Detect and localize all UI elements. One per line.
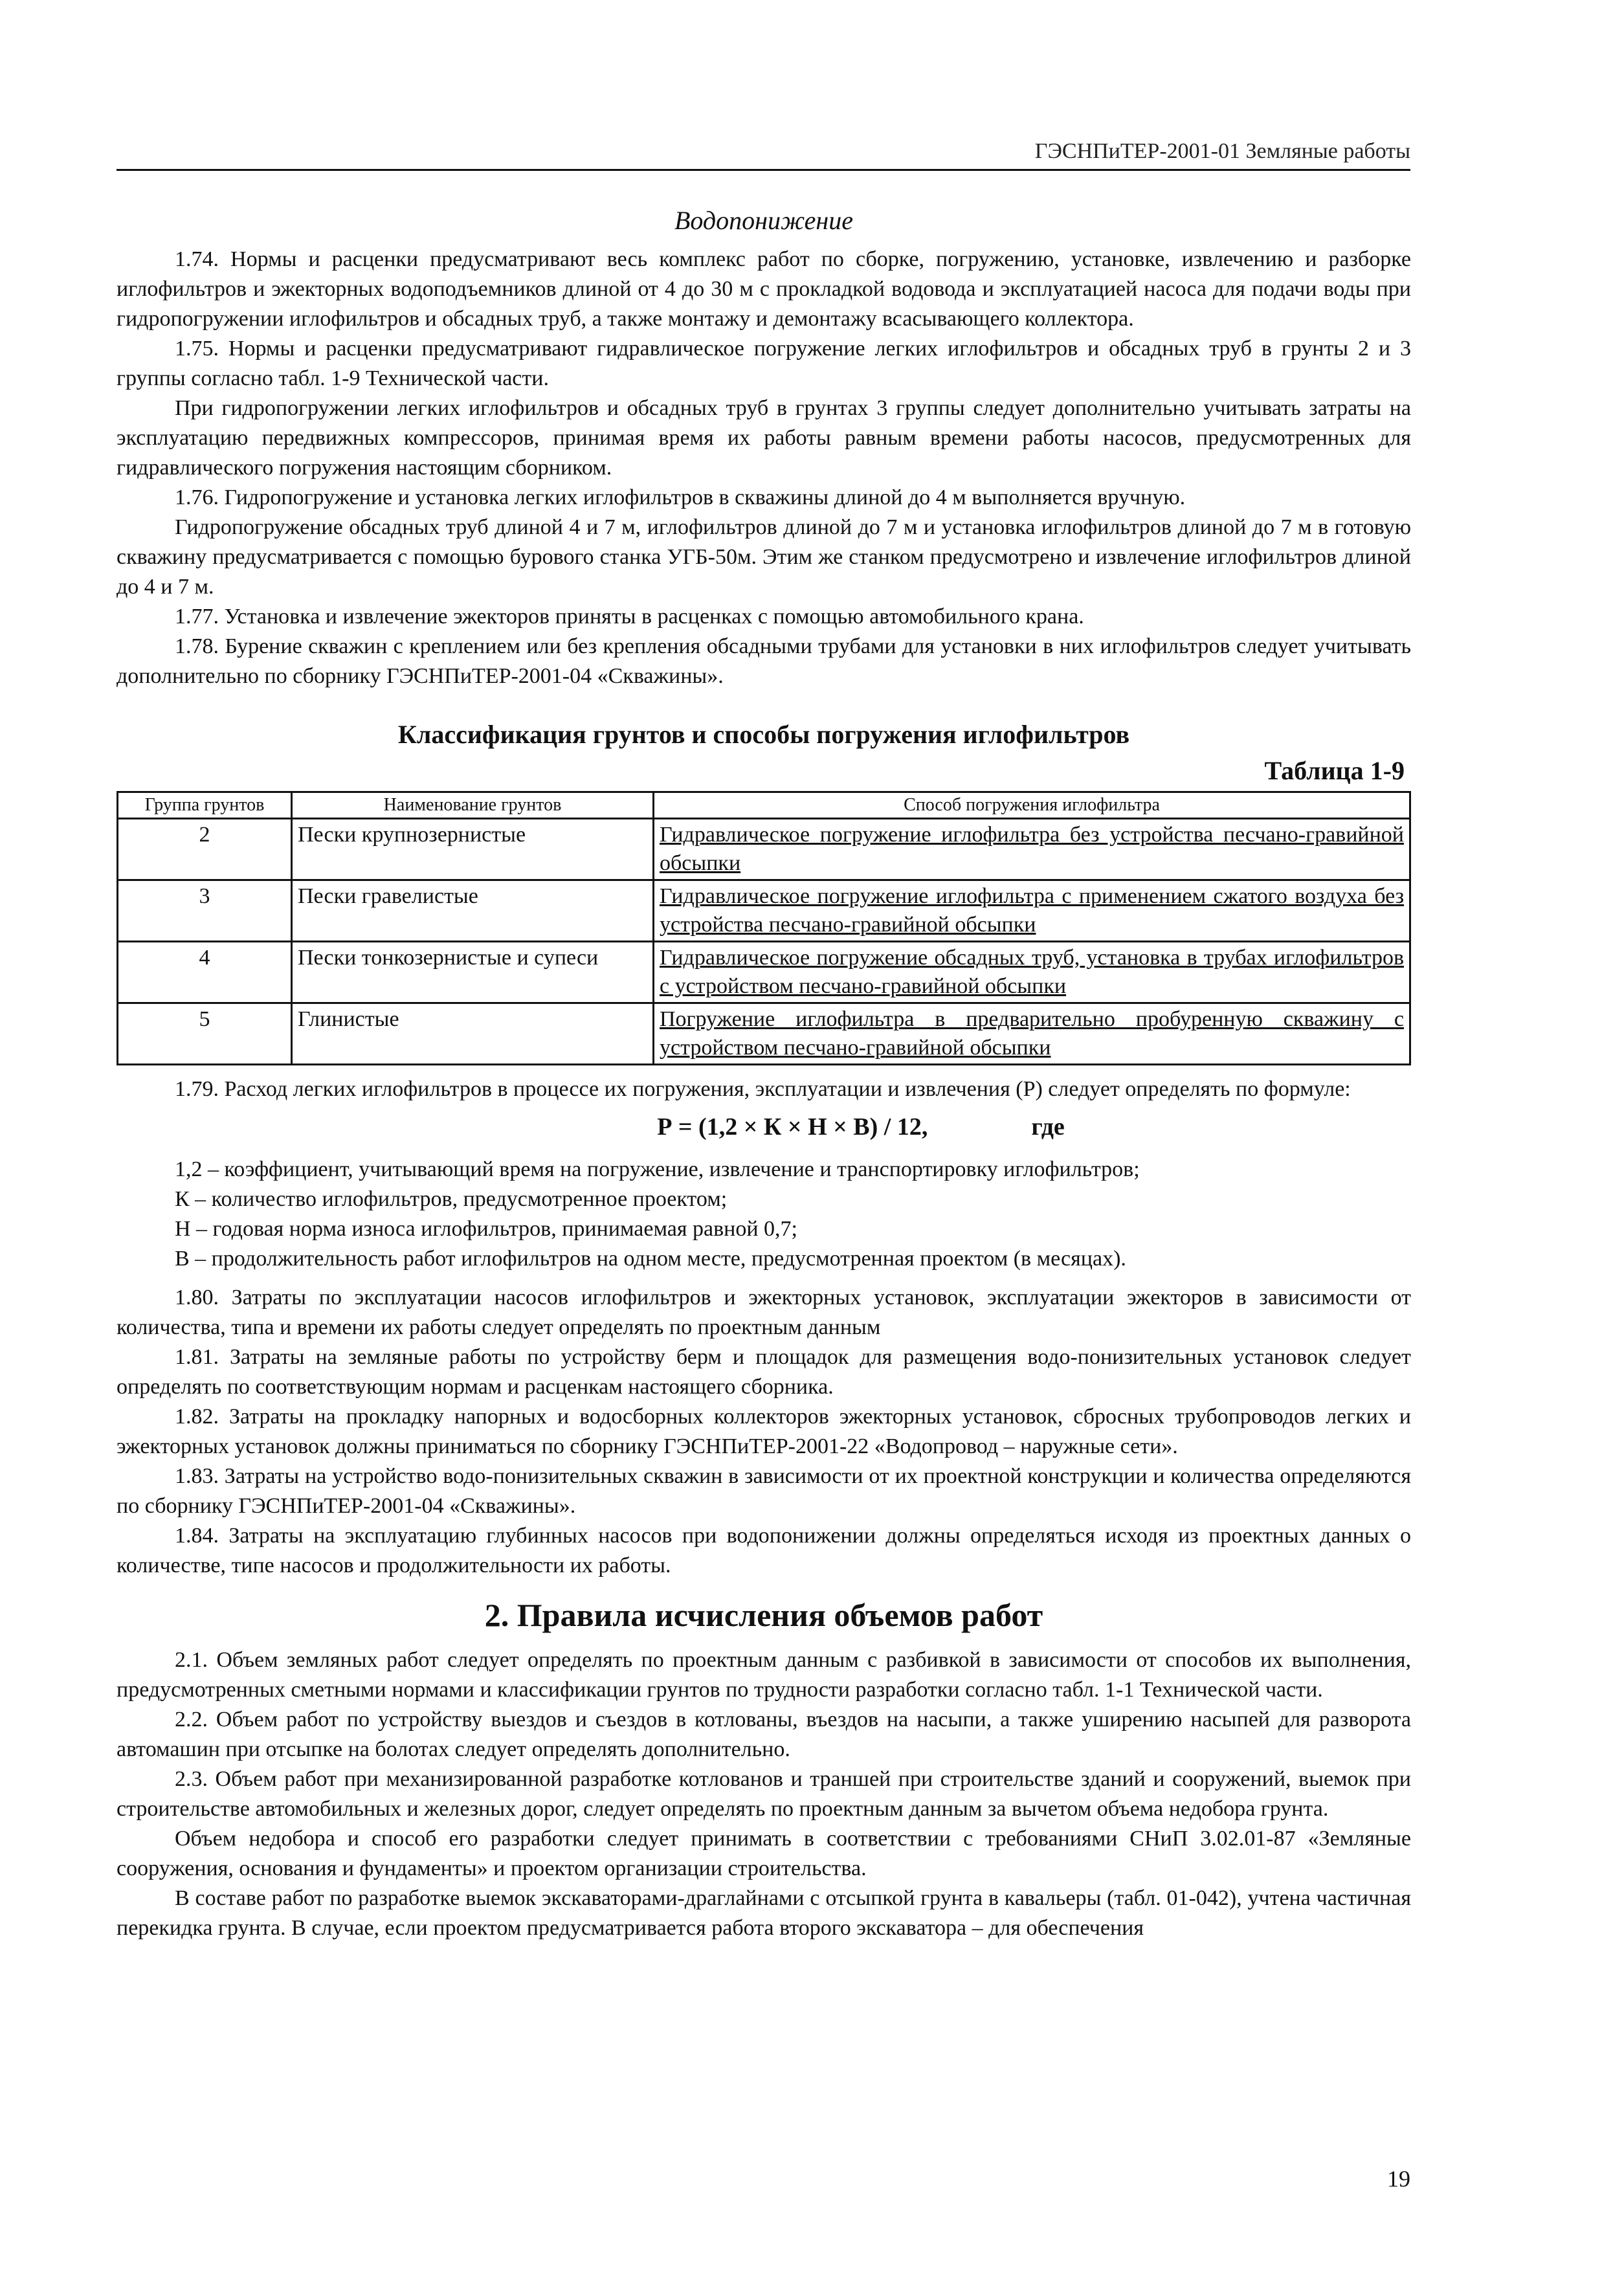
cell-group: 2 — [118, 819, 292, 880]
col-header-method: Способ погружения иглофильтра — [654, 792, 1410, 819]
definition-item: К – количество иглофильтров, предусмотренное проектом; — [175, 1187, 728, 1211]
table-row — [118, 880, 1410, 942]
cell-method-text: Гидравлическое погружение иглофильтра с применением сжатого воздуха без устройства песчано-гравийной обсыпки — [660, 884, 1404, 937]
table-label: Таблица 1-9 — [1264, 756, 1405, 785]
cell-group: 3 — [118, 880, 292, 942]
formula-where: где — [1031, 1113, 1065, 1141]
paragraph-2-1: 2.1. Объем земляных работ следует определять по проектным данным с разбивкой в зависимости от способов их выполнения, предусмотренных сметными нормами и классификации грунтов по трудности разработки согласно табл. 1-1 Технической части. — [117, 1648, 1411, 1702]
table-title: Классификация грунтов и способы погружения иглофильтров — [397, 720, 1130, 749]
section-title-vodoponizhenie: Водопонижение — [674, 206, 853, 235]
section-2-title: 2. Правила исчисления объемов работ — [484, 1597, 1043, 1633]
paragraph-1-77: 1.77. Установка и извлечение эжекторов приняты в расценках с помощью автомобильного крана. — [175, 605, 1084, 629]
paragraph-1-79: 1.79. Расход легких иглофильтров в процессе их погружения, эксплуатации и извлечения (Р) следует определять по формуле: — [175, 1077, 1351, 1101]
cell-method-text: Гидравлическое погружение иглофильтра без устройства песчано-гравийной обсыпки — [660, 823, 1404, 875]
cell-method — [654, 942, 1410, 1003]
formula-expression: Р = (1,2 × К × Н × В) / 12, — [657, 1113, 928, 1141]
formula — [311, 1112, 1411, 1142]
paragraph-1-80: 1.80. Затраты по эксплуатации насосов иглофильтров и эжекторных установок, эксплуатации эжекторов в зависимости от количества, типа и времени их работы следует определять по проектным данным — [117, 1286, 1411, 1339]
document-body — [117, 206, 1411, 1943]
definition-item: В – продолжительность работ иглофильтров на одном месте, предусмотренная проектом (в месяцах). — [175, 1247, 1126, 1271]
soil-classification-table — [117, 791, 1411, 1065]
cell-name: Пески тонкозернистые и супеси — [292, 942, 654, 1003]
cell-name: Пески крупнозернистые — [292, 819, 654, 880]
paragraph-2-3: 2.3. Объем работ при механизированной разработке котлованов и траншей при строительстве зданий и сооружений, выемок при строительстве автомобильных и железных дорог, следует определять по проектным данным за вычетом объема недобора грунта. — [117, 1767, 1411, 1821]
page-header: ГЭСНПиТЕР-2001-01 Земляные работы — [117, 139, 1410, 171]
table-row — [118, 942, 1410, 1003]
cell-method — [654, 880, 1410, 942]
paragraph-1-83: 1.83. Затраты на устройство водо-понизительных скважин в зависимости от их проектной конструкции и количества определяются по сборнику ГЭСНПиТЕР-2001-04 «Скважины». — [117, 1464, 1411, 1518]
paragraph-1-81: 1.81. Затраты на земляные работы по устройству берм и площадок для размещения водо-понизительных установок следует определять по соответствующим нормам и расценкам настоящего сборника. — [117, 1345, 1411, 1399]
paragraph-1-76-cont: Гидропогружение обсадных труб длиной 4 и 7 м, иглофильтров длиной до 7 м и установка иглофильтров длиной до 7 м в готовую скважину предусматривается с помощью бурового станка УГБ-50м. Этим же станком предусмотрено и извлечение иглофильтров длиной до 4 и 7 м. — [117, 515, 1411, 599]
paragraph-1-76: 1.76. Гидропогружение и установка легких иглофильтров в скважины длиной до 4 м выполняется вручную. — [175, 485, 1186, 509]
paragraph-1-75: 1.75. Нормы и расценки предусматривают гидравлическое погружение легких иглофильтров и обсадных труб в грунты 2 и 3 группы согласно табл. 1-9 Технической части. — [117, 337, 1411, 390]
cell-method-text: Гидравлическое погружение обсадных труб, установка в трубах иглофильтров с устройством песчано-гравийной обсыпки — [660, 946, 1404, 998]
col-header-name: Наименование грунтов — [292, 792, 654, 819]
table-row — [118, 1003, 1410, 1065]
cell-group: 4 — [118, 942, 292, 1003]
paragraph-1-78: 1.78. Бурение скважин с креплением или без крепления обсадными трубами для установки в них иглофильтров следует учитывать дополнительно по сборнику ГЭСНПиТЕР-2001-04 «Скважины». — [117, 634, 1411, 688]
table-header-row — [118, 792, 1410, 819]
paragraph-1-74: 1.74. Нормы и расценки предусматривают весь комплекс работ по сборке, погружению, установке, извлечению и разборке иглофильтров и эжекторных водоподъемников длиной от 4 до 30 м с прокладкой водовода и эксплуатацией насоса для подачи воды при гидропогружении иглофильтров и обсадных труб, а также монтажу и демонтажу всасывающего коллектора. — [117, 247, 1411, 331]
paragraph-2-2: 2.2. Объем работ по устройству выездов и съездов в котлованы, въездов на насыпи, а также уширению насыпей для разворота автомашин при отсыпке на болотах следует определять дополнительно. — [117, 1708, 1411, 1761]
cell-group: 5 — [118, 1003, 292, 1065]
definition-item: Н – годовая норма износа иглофильтров, принимаемая равной 0,7; — [175, 1217, 797, 1241]
paragraph-1-75-cont: При гидропогружении легких иглофильтров и обсадных труб в грунтах 3 группы следует дополнительно учитывать затраты на эксплуатацию передвижных компрессоров, принимая время их работы равным времени работы насосов, предусмотренных для гидравлического погружения настоящим сборником. — [117, 396, 1411, 480]
cell-method — [654, 819, 1410, 880]
paragraph-2-3-cont: Объем недобора и способ его разработки следует принимать в соответствии с требованиями СНиП 3.02.01-87 «Земляные сооружения, основания и фундаменты» и проектом организации строительства. — [117, 1827, 1411, 1880]
definition-item: 1,2 – коэффициент, учитывающий время на погружение, извлечение и транспортировку иглофильтров; — [175, 1157, 1140, 1181]
cell-method — [654, 1003, 1410, 1065]
col-header-group: Группа грунтов — [118, 792, 292, 819]
paragraph-1-82: 1.82. Затраты на прокладку напорных и водосборных коллекторов эжекторных установок, сбросных трубопроводов легких и эжекторных установок должны приниматься по сборнику ГЭСНПиТЕР-2001-22 «Водопровод – наружные сети». — [117, 1405, 1411, 1458]
cell-method-text: Погружение иглофильтра в предварительно пробуренную скважину с устройством песчано-гравийной обсыпки — [660, 1007, 1404, 1060]
page-number: 19 — [1387, 2166, 1410, 2192]
formula-definitions — [117, 1155, 1411, 1274]
table-row — [118, 819, 1410, 880]
paragraph-2-3-cont2: В составе работ по разработке выемок экскаваторами-драглайнами с отсыпкой грунта в кавальеры (табл. 01-042), учтена частичная перекидка грунта. В случае, если проектом предусматривается работа второго экскаватора – для обеспечения — [117, 1886, 1411, 1940]
paragraph-1-84: 1.84. Затраты на эксплуатацию глубинных насосов при водопонижении должны определяться исходя из проектных данных о количестве, типе насосов и продолжительности их работы. — [117, 1524, 1411, 1577]
cell-name: Глинистые — [292, 1003, 654, 1065]
cell-name: Пески гравелистые — [292, 880, 654, 942]
